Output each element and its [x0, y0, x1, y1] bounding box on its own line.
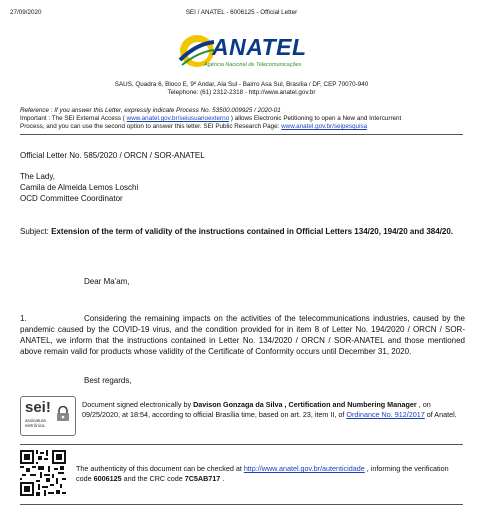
sei-seal [20, 396, 76, 436]
signature-pre: Document signed electronically by [82, 400, 194, 409]
signature-text [82, 400, 467, 420]
verification-code: 6006125 [93, 474, 122, 483]
divider-bottom [20, 504, 463, 505]
paragraph-number: 1. [20, 314, 27, 323]
important-line [20, 115, 480, 123]
address-line-1: SAUS, Quadra 6, Bloco E, 9º Andar, Ala Sul - Bairro Asa Sul, Brasília / DF, CEP 70070-940 [114, 81, 369, 88]
print-date: 27/09/2020 [10, 9, 42, 16]
divider-top [20, 134, 463, 135]
ordinance-link[interactable]: Ordinance No. 912/2017 [346, 410, 425, 419]
logo-subtitle: Agência Nacional de Telecomunicações [204, 62, 302, 68]
verification-post: . [220, 474, 225, 483]
divider-middle [20, 444, 463, 445]
authenticity-link[interactable]: http://www.anatel.gov.br/autenticidade [243, 464, 365, 473]
logo-wordmark: ANATEL [212, 34, 307, 60]
address-line-2: Telephone: (61) 2312-2318 - http://www.anatel.gov.br [167, 89, 316, 96]
document-title: SEI / ANATEL - 6006125 - Official Letter [185, 9, 298, 16]
sei-seal-sub2: eletrônica [25, 423, 45, 428]
qr-code [20, 450, 66, 496]
sei-research-link[interactable]: www.anatel.gov.br/seipesquisa [281, 123, 368, 130]
recipient-title: The Lady, [20, 172, 55, 181]
sei-seal-text: sei! [25, 399, 51, 416]
signature-mid: , on 09/25/2020, at 18:54, according to official Brasília time, based on art. 23, item II, of [82, 400, 431, 419]
anatel-logo [168, 30, 318, 80]
greeting: Dear Ma'am, [84, 277, 130, 286]
subject-label: Subject: [20, 227, 52, 236]
paragraph-body: Considering the remaining impacts on the activities of the telecommunications industries, caused by the pandemic caused by the COVID-19 virus, and the condition provided for in item 8 of Letter No. 194/2020 / ORCN / SOR-ANATEL, we inform that the instructions contained in Letter No. 134/2020 / ORCN / SOR-ANATEL and those mentioned above remain valid for products whose validity of the Certificate of Conformity occurs until December 31, 2020. [20, 314, 465, 356]
signature-signer: Davison Gonzaga da Silva , Certification and Numbering Manager [193, 400, 417, 409]
verification-text [76, 464, 466, 484]
research-line [20, 123, 480, 131]
verification-mid1: , informing the verification code [76, 464, 449, 483]
important-pre: Important : The SEI External Access ( [20, 115, 127, 122]
signature-post: of Anatel. [424, 410, 457, 419]
reference-line: Reference : If you answer this Letter, expressly indicate Process No. 53500.009925 / 2020-01 [20, 107, 281, 114]
closing: Best regards, [84, 376, 132, 385]
qr-code-icon [20, 450, 66, 496]
sei-seal-sub1: assinatura [25, 418, 46, 423]
important-post: ) allows Electronic Petitioning to open a New and Intercurrent [229, 115, 402, 122]
letter-number: Official Letter No. 585/2020 / ORCN / SOR-ANATEL [20, 151, 205, 160]
recipient-role: OCD Committee Coordinator [20, 194, 123, 203]
sei-external-access-link[interactable]: www.anatel.gov.br/seiusuarioexterno [126, 115, 230, 122]
verification-mid2: and the CRC code [121, 474, 185, 483]
crc-code: 7C5AB717 [184, 474, 221, 483]
recipient-name: Camila de Almeida Lemos Loschi [20, 183, 139, 192]
research-pre: Process, and you can use the second option to answer this letter. SEI Public Research Page: [20, 123, 282, 130]
verification-pre: The authenticity of this document can be checked at [76, 464, 244, 473]
lock-icon [56, 406, 70, 422]
subject [20, 226, 465, 237]
subject-text: Extension of the term of validity of the instructions contained in Official Letters 134/20, 194/20 and 384/20. [51, 227, 454, 236]
